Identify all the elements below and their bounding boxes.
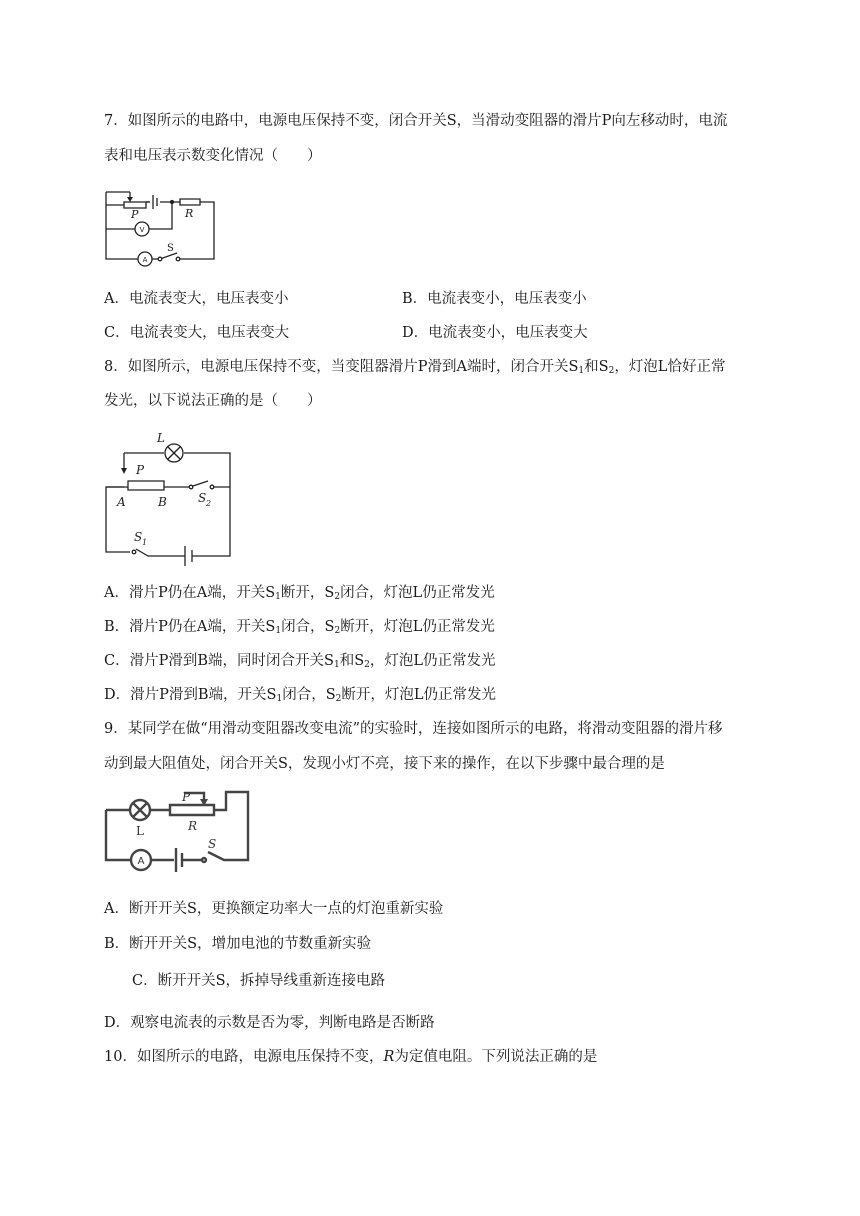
q9-option-b-text: 断开开关S，增加电池的节数重新实验 xyxy=(129,936,372,952)
q7-label-p: P xyxy=(131,208,139,221)
q10-stem-a: 如图所示的电路，电源电压保持不变， xyxy=(136,1049,384,1065)
q8-label-s2: S xyxy=(198,491,207,505)
q8-label-p: P xyxy=(136,463,145,477)
q8-option-b[interactable] xyxy=(104,617,495,641)
q8-label-a: A xyxy=(117,495,126,509)
q7-option-c-text: 电流表变大，电压表变大 xyxy=(129,325,290,341)
q8-option-d-key: D． xyxy=(104,687,131,703)
q9-label-r: R xyxy=(188,819,198,833)
q7-option-a-key: A． xyxy=(104,291,129,307)
q7-stem-text1: 如图所示的电路中，电源电压保持不变，闭合开关S，当滑动变阻器的滑片P向左移动时，电流 xyxy=(127,113,728,129)
q10-stem-r: R xyxy=(383,1049,395,1065)
q9-number: 9． xyxy=(104,721,128,737)
q8-label-l: L xyxy=(157,431,165,445)
q7-option-c-key: C． xyxy=(104,325,130,341)
q7-option-b-text: 电流表变小，电压表变小 xyxy=(427,291,587,307)
q8-label-s2-sub: 2 xyxy=(206,499,212,508)
q8-option-b-p3: 断开，灯泡L仍正常发光 xyxy=(340,619,495,635)
q7-label-s: S xyxy=(167,243,174,254)
q9-option-c[interactable] xyxy=(132,971,385,991)
q7-option-d-text: 电流表变小，电压表变大 xyxy=(428,325,588,341)
q7-label-a: A xyxy=(142,256,148,264)
q8-option-a[interactable] xyxy=(104,583,495,607)
q8-option-c-p2: 和S xyxy=(339,653,365,669)
q8-option-c[interactable] xyxy=(104,651,496,675)
q7-option-d-key: D． xyxy=(402,325,429,341)
q8-option-c-s1: 1 xyxy=(333,660,340,670)
q8-stem-line1 xyxy=(104,357,725,381)
q7-stem-line1 xyxy=(104,111,727,131)
q8-option-b-s1: 1 xyxy=(275,626,282,636)
q8-option-a-s2: 2 xyxy=(334,592,341,602)
q9-option-a[interactable] xyxy=(104,899,443,919)
q8-option-d[interactable] xyxy=(104,685,496,709)
q8-option-a-p3: 闭合，灯泡L仍正常发光 xyxy=(340,585,495,601)
q8-label-b: B xyxy=(158,495,167,509)
q7-option-d[interactable] xyxy=(402,323,588,343)
q8-option-d-s1: 1 xyxy=(276,694,283,704)
q9-option-a-text: 断开开关S，更换额定功率大一点的灯泡重新实验 xyxy=(128,901,444,917)
q8-option-a-p1: 滑片P仍在A端，开关S xyxy=(128,585,276,601)
q9-option-c-key: C． xyxy=(132,973,158,989)
q7-circuit-diagram xyxy=(100,180,230,275)
q8-label-s1-sub: 1 xyxy=(142,538,148,547)
q9-label-s: S xyxy=(208,837,217,851)
q8-option-c-p3: ，灯泡L仍正常发光 xyxy=(369,653,496,669)
q8-option-a-p2: 断开，S xyxy=(280,585,335,601)
q7-number: 7． xyxy=(104,113,128,129)
q7-stem-line2: 表和电压表示数变化情况（ ） xyxy=(104,148,322,164)
q9-label-a: A xyxy=(137,856,145,867)
q8-option-d-p1: 滑片P滑到B端，开关S xyxy=(130,687,277,703)
q7-option-a-text: 电流表变大，电压表变小 xyxy=(128,291,289,307)
q8-option-c-s2: 2 xyxy=(364,660,370,670)
q8-stem-a: 如图所示，电源电压保持不变，当变阻器滑片P滑到A端时，闭合开关S xyxy=(127,359,579,375)
q8-option-d-s2: 2 xyxy=(335,694,342,704)
q9-stem-line1 xyxy=(104,719,723,739)
q9-stem-text1: 某同学在做“用滑动变阻器改变电流”的实验时，连接如图所示的电路，将滑动变阻器的滑片移 xyxy=(127,721,723,737)
q8-option-d-p3: 断开，灯泡L仍正常发光 xyxy=(341,687,497,703)
q9-label-l: L xyxy=(136,824,144,838)
q9-option-a-key: A． xyxy=(104,901,129,917)
q8-circuit-diagram xyxy=(100,428,250,573)
q8-label-s1: S xyxy=(134,530,143,544)
q9-option-b[interactable] xyxy=(104,934,371,954)
q7-option-b-key: B． xyxy=(402,291,428,307)
q8-option-b-key: B． xyxy=(104,619,130,635)
q8-stem-line2: 发光，以下说法正确的是（ ） xyxy=(104,393,322,409)
q9-option-b-key: B． xyxy=(104,936,130,952)
q9-option-c-text: 断开开关S，拆掉导线重新连接电路 xyxy=(157,973,386,989)
q9-label-p: P xyxy=(182,790,191,804)
q9-stem-line2: 动到最大阻值处，闭合开关S，发现小灯不亮，接下来的操作，在以下步骤中最合理的是 xyxy=(104,756,665,772)
q7-label-v: V xyxy=(139,226,145,234)
q8-number: 8． xyxy=(104,359,128,375)
q10-stem-line1 xyxy=(104,1047,597,1067)
q7-label-r: R xyxy=(185,207,194,220)
q10-number: 10． xyxy=(104,1049,137,1065)
q8-option-b-s2: 2 xyxy=(334,626,341,636)
q8-option-c-key: C． xyxy=(104,653,130,669)
q10-stem-b: 为定值电阻。下列说法正确的是 xyxy=(394,1049,598,1065)
q8-option-a-key: A． xyxy=(104,585,129,601)
q7-option-b[interactable] xyxy=(402,289,587,309)
q8-option-c-p1: 滑片P滑到B端，同时闭合开关S xyxy=(129,653,334,669)
q9-option-d-text: 观察电流表的示数是否为零，判断电路是否断路 xyxy=(130,1015,435,1031)
q8-option-a-s1: 1 xyxy=(275,592,281,602)
q9-option-d[interactable] xyxy=(104,1013,435,1033)
q7-option-c[interactable] xyxy=(104,323,289,343)
q9-option-d-key: D． xyxy=(104,1015,131,1031)
q8-option-b-p2: 闭合，S xyxy=(281,619,335,635)
q8-option-b-p1: 滑片P仍在A端，开关S xyxy=(129,619,276,635)
q8-stem-b: 和S xyxy=(584,359,609,375)
q8-sub2: 2 xyxy=(608,366,615,376)
q8-stem-c: ，灯泡L恰好正常 xyxy=(614,359,726,375)
q8-sub1: 1 xyxy=(578,366,585,376)
q7-option-a[interactable] xyxy=(104,289,288,309)
q9-circuit-diagram xyxy=(100,788,260,878)
q8-option-d-p2: 闭合，S xyxy=(282,687,336,703)
